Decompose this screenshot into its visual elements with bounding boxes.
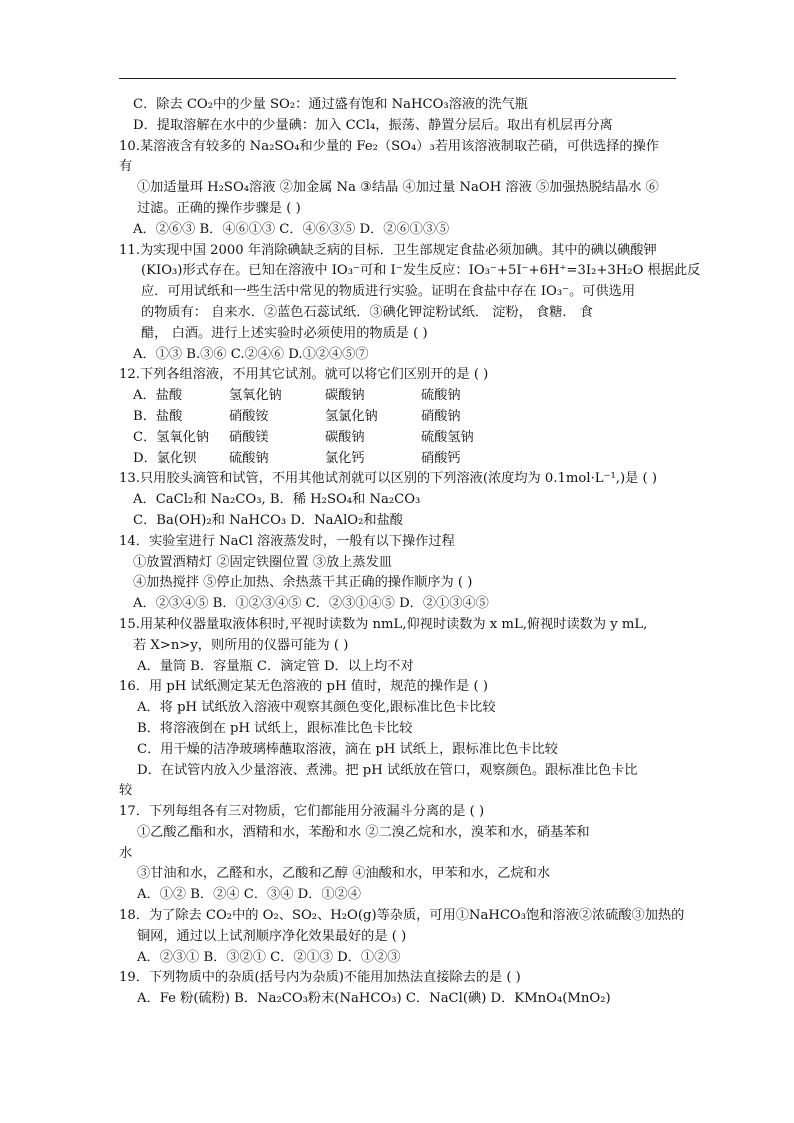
text-line: D．在试管内放入少量溶液、煮沸。把 pH 试纸放在管口，观察颜色。跟标准比色卡比 xyxy=(137,762,638,778)
option-cell: 碳酸钠 xyxy=(325,388,365,404)
option-cell: 氢氧化钠 xyxy=(229,388,282,404)
text-line: 过滤。正确的操作步骤是 ( ) xyxy=(137,200,301,216)
text-line: A．①② B．②④ C．③④ D．①②④ xyxy=(137,887,361,903)
text-line: 16．用 pH 试纸测定某无色溶液的 pH 值时，规范的操作是 ( ) xyxy=(119,679,489,695)
text-line: 12.下列各组溶液，不用其它试剂。就可以将它们区别开的是 ( ) xyxy=(119,367,489,383)
text-line: 18．为了除去 CO₂中的 O₂、SO₂、H₂O(g)等杂质，可用①NaHCO₃饱和溶液②浓硫酸③加热的 xyxy=(119,908,685,924)
option-cell: B．盐酸 xyxy=(133,408,183,424)
text-line: A．CaCl₂和 Na₂CO₃, B．稀 H₂SO₄和 Na₂CO₃ xyxy=(133,492,421,508)
option-cell: A．盐酸 xyxy=(133,388,183,404)
option-row xyxy=(119,407,679,428)
text-line: ①加适量珥 H₂SO₄溶液 ②加金属 Na ③结晶 ④加过量 NaOH 溶液 ⑤加强热脱结晶水 ⑥ xyxy=(137,180,659,196)
option-cell: 氢氯化钠 xyxy=(325,408,378,424)
text-line: A．②③④⑤ B．①②③④⑤ C．②③①④⑤ D．②①③④⑤ xyxy=(133,596,489,612)
text-line: ①乙酸乙酯和水，酒精和水，苯酚和水 ②二溴乙烷和水，溴苯和水，硝基苯和 xyxy=(137,824,590,840)
text-line: 较 xyxy=(119,783,133,799)
text-line: 的物质有： 自来水．②蓝色石蕊试纸．③碘化钾淀粉试纸． 淀粉， 食糖． 食 xyxy=(141,304,593,320)
option-cell: 硝酸铵 xyxy=(229,408,269,424)
text-line: 19．下列物质中的杂质(括号内为杂质)不能用加热法直接除去的是 ( ) xyxy=(119,970,521,986)
option-cell: 硫酸氢钠 xyxy=(421,429,474,445)
text-line: 11.为实现中国 2000 年消除碘缺乏病的目标．卫生部规定食盐必须加碘。其中的碘以碘酸钾 xyxy=(119,242,657,258)
text-line: (KIO₃)形式存在。已知在溶液中 IO₃⁻可和 I⁻发生反应：IO₃⁻+5I⁻+6H⁺=3I₂+3H₂O 根据此反 xyxy=(141,263,701,279)
option-row xyxy=(119,428,679,449)
option-cell: C．氢氧化钠 xyxy=(133,429,210,445)
text-line: 10.某溶液含有较多的 Na₂SO₄和少量的 Fe₂（SO₄）₃若用该溶液制取芒硝，可供选择的操作 xyxy=(119,138,659,154)
document-body xyxy=(119,95,701,1010)
text-line: 有 xyxy=(119,159,133,175)
questions-part2 xyxy=(119,469,685,1010)
option-cell: 硫酸钠 xyxy=(421,388,461,404)
text-line: 14．实验室进行 NaCl 溶液蒸发时，一般有以下操作过程 xyxy=(119,533,455,549)
text-line: C．用干燥的洁净玻璃棒蘸取溶液，滴在 pH 试纸上，跟标准比色卡比较 xyxy=(137,741,558,757)
option-cell: 硫酸钠 xyxy=(229,450,269,466)
text-line: C．Ba(OH)₂和 NaHCO₃ D．NaAlO₂和盐酸 xyxy=(133,512,403,528)
text-line: B．将溶液倒在 pH 试纸上，跟标准比色卡比较 xyxy=(137,720,413,736)
text-line: A．②⑥③ B．④⑥①③ C．④⑥③⑤ D．②⑥①③⑤ xyxy=(133,221,450,237)
text-line: A．①③ B.③⑥ C.②④⑥ D.①②④⑤⑦ xyxy=(133,346,369,362)
text-line: 17．下列每组各有三对物质，它们都能用分液漏斗分离的是 ( ) xyxy=(119,804,485,820)
text-line: A．将 pH 试纸放入溶液中观察其颜色变化,跟标准比色卡比较 xyxy=(137,700,496,716)
option-cell: 硝酸钙 xyxy=(421,450,461,466)
header-rule xyxy=(119,78,676,79)
text-line: 铜网，通过以上试剂顺序净化效果最好的是 ( ) xyxy=(137,928,407,944)
text-line: 15.用某种仪器量取液体积时,平视时读数为 nmL,仰视时读数为 x mL,俯视时读数为 y mL, xyxy=(119,616,648,632)
option-cell: 氯化钙 xyxy=(325,450,365,466)
text-line: A．②③① B．③②① C．②①③ D．①②③ xyxy=(137,949,401,965)
option-row xyxy=(119,386,679,407)
text-line: C．除去 CO₂中的少量 SO₂：通过盛有饱和 NaHCO₃溶液的洗气瓶 xyxy=(133,97,528,112)
option-row xyxy=(119,449,679,470)
text-line: D．提取溶解在水中的少量碘：加入 CCl₄，振荡、静置分层后。取出有机层再分离 xyxy=(133,117,613,133)
text-line: 若 X>n>y，则所用的仪器可能为 ( ) xyxy=(133,637,349,653)
text-line: 13.只用胶头滴管和试管，不用其他试剂就可以区别的下列溶液(浓度均为 0.1mol·L⁻¹,)是 ( ) xyxy=(119,471,657,487)
questions-part1 xyxy=(119,95,701,386)
text-line: 水 xyxy=(119,845,133,861)
option-cell: 碳酸钠 xyxy=(325,429,365,445)
text-line: 醋， 白酒。进行上述实验时必须使用的物质是 ( ) xyxy=(141,325,428,341)
text-line: ④加热搅拌 ⑤停止加热、余热蒸干其正确的操作顺序为 ( ) xyxy=(133,575,473,591)
text-line: A．量筒 B．容量瓶 C．滴定管 D．以上均不对 xyxy=(137,658,414,674)
text-line: ①放置酒精灯 ②固定铁圈位置 ③放上蒸发皿 xyxy=(133,554,392,570)
text-line: 应．可用试纸和一些生活中常见的物质进行实验。证明在食盐中存在 IO₃⁻。可供选用 xyxy=(141,284,636,300)
option-cell: 硝酸钠 xyxy=(421,408,461,424)
question-12-options xyxy=(119,386,679,469)
option-cell: 硝酸镁 xyxy=(229,429,269,445)
text-line: A．Fe 粉(硫粉) B．Na₂CO₃粉末(NaHCO₃) C．NaCl(碘) D．KMnO₄(MnO₂) xyxy=(137,991,611,1007)
option-cell: D．氯化钡 xyxy=(133,450,197,466)
text-line: ③甘油和水，乙醛和水，乙酸和乙醇 ④油酸和水，甲苯和水，乙烷和水 xyxy=(137,866,551,882)
